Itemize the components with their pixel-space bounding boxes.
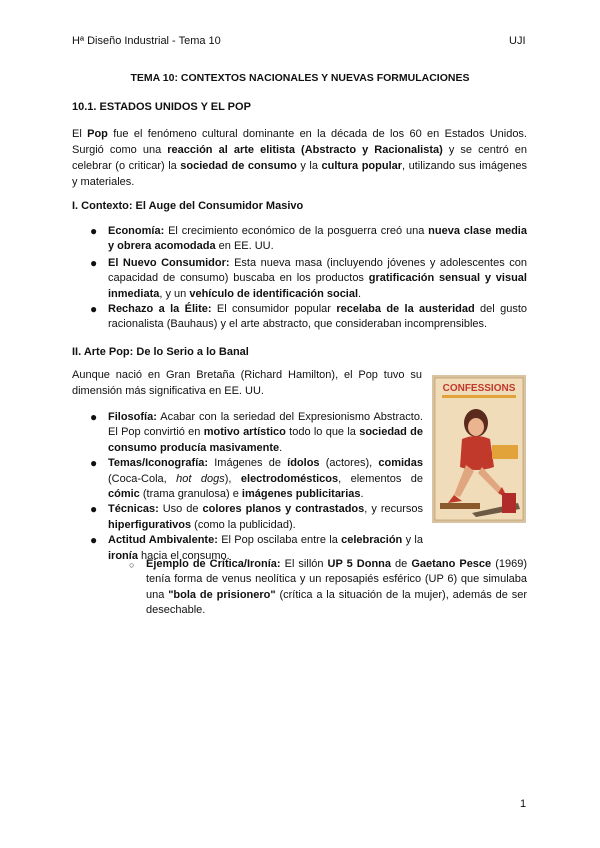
- header-right: UJI: [509, 35, 526, 47]
- bullet-icon: ●: [90, 302, 98, 317]
- list-item-economia: [89, 224, 527, 255]
- text-run: .: [358, 287, 362, 300]
- text-run: y la: [296, 160, 322, 172]
- text-run: (como la publicidad).: [191, 518, 296, 531]
- bold-run: Pop: [87, 128, 108, 140]
- text-run: .: [279, 441, 283, 454]
- bold-run: vehículo de identificación social: [189, 287, 359, 300]
- text-run: El Pop oscilaba entre la: [217, 534, 342, 547]
- text-run: , utilizando sus imágenes y materiales.: [72, 160, 527, 188]
- poster-title: CONFESSIONS: [442, 383, 516, 394]
- bold-run: hiperfigurativos: [108, 518, 192, 531]
- text-run: El consumidor popular: [211, 303, 337, 316]
- text-run: (trama granulosa) e: [139, 488, 242, 501]
- bold-run: ídolos: [287, 457, 320, 470]
- text-run: El: [72, 128, 88, 140]
- text-run: hacia el consumo.: [137, 549, 230, 562]
- text-run: ),: [224, 472, 241, 485]
- list-item-nuevo-consumidor: [89, 256, 527, 302]
- bold-run: celebración: [341, 534, 403, 547]
- circle-bullet-icon: ○: [129, 560, 135, 570]
- document-title: TEMA 10: CONTEXTOS NACIONALES Y NUEVAS FORMULACIONES: [130, 72, 470, 84]
- italic-run: hot dogs: [176, 472, 225, 485]
- text-run: Esta nueva masa (incluyendo jóvenes y adolescentes con capacidad de consumo) buscaba en los productos: [108, 256, 528, 285]
- bold-run: Gaetano Pesce: [411, 558, 492, 570]
- text-run: del gusto racionalista (Bauhaus) y el arte abstracto, que consideraban incomprensibles.: [108, 303, 528, 331]
- text-run: fue el fenómeno cultural dominante en la década de los 60 en Estados Unidos. Surgió como una: [72, 128, 527, 156]
- text-run: El crecimiento económico de la posguerra creó una: [164, 225, 429, 237]
- list-item-rechazo-elite: [89, 302, 527, 333]
- text-run: de: [391, 558, 412, 570]
- text-run: , y un: [159, 287, 190, 300]
- text-run: Uso de: [158, 503, 203, 516]
- text-run: El sillón: [280, 558, 328, 570]
- list-item-temas: [89, 456, 423, 502]
- text-run: Imágenes de: [208, 457, 288, 470]
- bullet-icon: ●: [90, 224, 98, 238]
- bold-run: "bola de prisionero": [168, 588, 276, 601]
- bullet-icon: ●: [90, 410, 98, 424]
- text-run: y se centró en celebrar (o criticar) la: [72, 144, 528, 172]
- section-heading-1: 10.1. ESTADOS UNIDOS Y EL POP: [72, 101, 251, 113]
- list-item-tecnicas: [89, 502, 423, 533]
- item-label: Temas/Iconografía:: [108, 457, 209, 470]
- text-run: (Coca-Cola,: [108, 472, 177, 485]
- bold-run: motivo artístico: [203, 426, 286, 439]
- bold-run: imágenes publicitarias: [241, 488, 361, 501]
- intro-paragraph: [72, 126, 527, 190]
- pop-heading: II. Arte Pop: De lo Serio a lo Banal: [72, 346, 249, 358]
- bold-run: ironía: [108, 549, 138, 562]
- sub-item-ejemplo: [129, 557, 527, 619]
- text-run: (crítica a la situación de la mujer), además de ser desechable.: [146, 588, 527, 617]
- text-run: .: [360, 488, 364, 501]
- bold-run: sociedad de consumo: [180, 160, 297, 172]
- text-run: (actores),: [319, 457, 379, 470]
- bold-run: reacción al arte elitista (Abstracto y Racionalista): [167, 144, 443, 156]
- bold-run: colores planos y contrastados: [202, 503, 365, 516]
- text-run: , y recursos: [364, 503, 423, 516]
- bold-run: gratificación sensual y visual inmediata: [108, 272, 527, 300]
- bold-run: UP 5 Donna: [327, 558, 392, 570]
- pop-list: [89, 410, 423, 564]
- bullet-icon: ●: [90, 533, 98, 548]
- sub-list: [129, 557, 527, 619]
- bullet-icon: ●: [90, 456, 98, 471]
- bold-run: nueva clase media y obrera acomodada: [108, 225, 527, 253]
- item-label: Ejemplo de Crítica/Ironía:: [146, 558, 281, 570]
- bold-run: comidas: [378, 457, 423, 470]
- text-run: Acabar con la seriedad del Expresionismo Abstracto. El Pop convirtió en: [108, 411, 423, 439]
- item-label: El Nuevo Consumidor:: [108, 256, 230, 269]
- item-label: Actitud Ambivalente:: [108, 534, 218, 547]
- bold-run: recelaba de la austeridad: [336, 303, 475, 316]
- text-run: en EE. UU.: [215, 240, 274, 253]
- list-item-filosofia: [89, 410, 423, 456]
- bold-run: cómic: [108, 488, 140, 501]
- text-run: (1969) tenía forma de venus neolítica y un reposapiés esférico (UP 6) que simulaba una: [146, 558, 527, 601]
- context-list: [89, 224, 527, 333]
- header-left: Hª Diseño Industrial - Tema 10: [72, 35, 221, 47]
- bold-run: sociedad de consumo producía masivamente: [108, 426, 424, 454]
- text-run: , elementos de: [338, 472, 424, 485]
- item-label: Economía:: [108, 225, 165, 237]
- text-run: y la: [402, 534, 423, 547]
- page-number: 1: [520, 798, 527, 810]
- bullet-icon: ●: [90, 502, 98, 517]
- context-heading: I. Contexto: El Auge del Consumidor Masivo: [72, 200, 304, 212]
- pop-intro: Aunque nació en Gran Bretaña (Richard Hamilton), el Pop tuvo su dimensión más significativa en EE. UU.: [72, 369, 422, 397]
- confessions-poster-image: [432, 375, 526, 523]
- bold-run: electrodomésticos: [240, 472, 339, 485]
- bullet-icon: ●: [90, 255, 98, 270]
- item-label: Técnicas:: [108, 503, 159, 516]
- text-run: todo lo que la: [285, 426, 360, 439]
- item-label: Rechazo a la Élite:: [108, 303, 212, 316]
- bold-run: cultura popular: [321, 160, 403, 172]
- item-label: Filosofía:: [108, 411, 157, 423]
